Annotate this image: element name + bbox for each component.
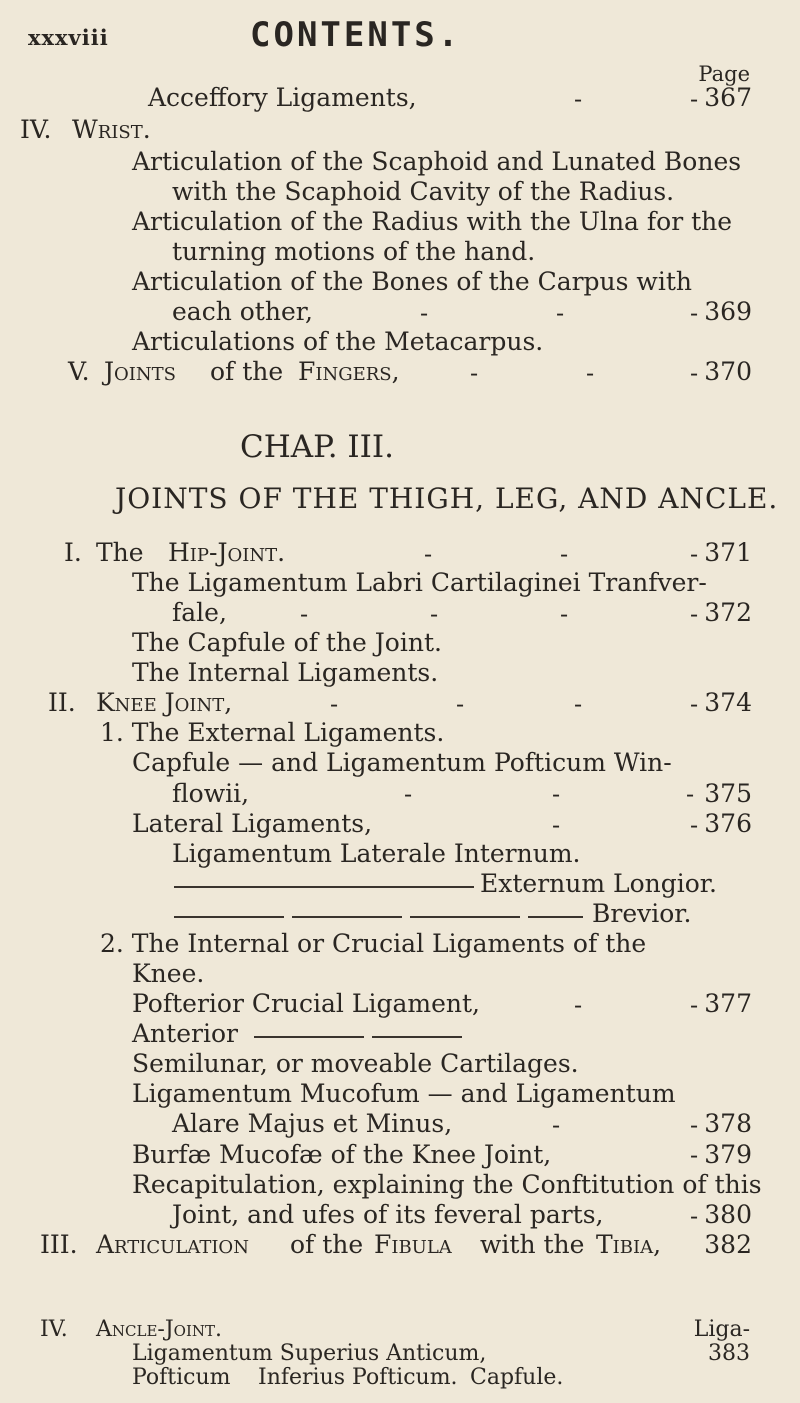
entry-line: Ligamentum Superius Anticum, <box>132 1341 487 1366</box>
section-number: IV. <box>20 114 52 144</box>
entry-line: Inferius Pofticum. <box>258 1365 458 1390</box>
section-heading-knee: Knee Joint, <box>96 688 233 718</box>
leader-dash: - <box>552 810 561 839</box>
section-number: I. <box>64 537 82 567</box>
leader-dash: - <box>574 991 583 1019</box>
entry-line: fale, <box>172 598 227 628</box>
entry-line: Anterior <box>132 1019 238 1049</box>
entry-line: Articulation of the Scaphoid and Lunated Bones <box>132 146 742 176</box>
leader-dash: - <box>690 1201 699 1230</box>
entry-line: with the <box>480 1229 585 1259</box>
leader-dash: - <box>690 539 699 568</box>
entry-line: with the Scaphoid Cavity of the Radius. <box>172 176 675 206</box>
page-number: 372 <box>704 598 752 628</box>
leader-dash: - <box>424 539 433 568</box>
section-heading-articulation: Articulation <box>96 1229 249 1259</box>
chapter-heading: CHAP. III. <box>240 428 395 465</box>
page-column-label: Page <box>698 62 750 87</box>
ditto-rule <box>174 916 284 918</box>
ditto-rule <box>292 916 402 918</box>
section-heading-fibula: Fibula <box>374 1229 452 1259</box>
leader-dash: - <box>690 84 699 113</box>
leader-dash: - <box>690 599 699 628</box>
entry-line: Alare Majus et Minus, <box>172 1109 453 1139</box>
page-number: 369 <box>704 297 752 327</box>
section-heading-tibia: Tibia, <box>596 1229 662 1259</box>
page-number: 377 <box>704 989 752 1019</box>
entry-line: Pofterior Crucial Ligament, <box>132 989 480 1019</box>
entry-line: The Internal Ligaments. <box>132 658 439 688</box>
leader-dash: - <box>470 359 479 388</box>
entry-line: Ligamentum Mucofum — and Ligamentum <box>132 1079 676 1109</box>
leader-dash: - <box>690 299 699 328</box>
entry-line: Articulation of the Bones of the Carpus with <box>132 267 692 297</box>
section-heading-fingers: Fingers, <box>298 357 400 387</box>
section-heading-hip: Hip-Joint. <box>168 537 286 567</box>
leader-dash: - <box>690 690 699 719</box>
leader-dash: - <box>690 1141 699 1170</box>
entry-line: Recapitulation, explaining the Conftitution of this <box>132 1169 762 1199</box>
page-number: 383 <box>708 1341 750 1366</box>
leader-dash: - <box>574 84 583 113</box>
entry-line: Lateral Ligaments, <box>132 808 373 838</box>
entry-line: flowii, <box>172 778 250 808</box>
leader-dash: - <box>300 599 309 628</box>
catchword: Liga- <box>693 1317 750 1342</box>
page-number: 378 <box>704 1109 752 1139</box>
page-number: 367 <box>704 82 752 112</box>
entry-line: of the <box>290 1229 364 1259</box>
entry-line: Burfæ Mucofæ of the Knee Joint, <box>132 1139 552 1169</box>
leader-dash: - <box>552 780 561 809</box>
leader-dash: - <box>690 1111 699 1140</box>
leader-dash: - <box>690 359 699 388</box>
entry-line: Externum Longior. <box>480 868 717 898</box>
ditto-rule <box>254 1036 364 1038</box>
entry-line: The <box>96 537 144 567</box>
section-heading-joints: Joints <box>104 357 176 387</box>
section-heading-wrist: Wrist. <box>72 114 151 144</box>
leader-dash: - <box>420 299 429 328</box>
entry-line: Ancle-Joint. <box>96 1317 222 1342</box>
entry-line: Articulation of the Radius with the Ulna for the <box>132 207 733 237</box>
leader-dash: - <box>586 359 595 388</box>
leader-dash: - <box>404 780 413 809</box>
entry-accessory-ligaments: Acceffory Ligaments, <box>148 82 417 112</box>
entry-line: Articulations of the Metacarpus. <box>132 327 544 357</box>
section-number: III. <box>40 1229 78 1259</box>
leader-dash: - <box>552 1111 561 1140</box>
leader-dash: - <box>330 690 339 719</box>
page-number: 374 <box>704 688 752 718</box>
entry-line: Ligamentum Laterale Internum. <box>172 838 581 868</box>
page-number: 382 <box>704 1229 752 1259</box>
entry-line: 2. The Internal or Crucial Ligaments of the <box>100 928 647 958</box>
entry-line: Joint, and ufes of its feveral parts, <box>172 1199 604 1229</box>
page-number: 376 <box>704 808 752 838</box>
page-number: 379 <box>704 1139 752 1169</box>
entry-line: IV. <box>40 1317 68 1342</box>
section-number: II. <box>48 688 76 718</box>
entry-line: Knee. <box>132 959 205 989</box>
leader-dash: - <box>574 690 583 719</box>
leader-dash: - <box>560 539 569 568</box>
folio-number: xxxviii <box>28 24 109 50</box>
section-number: V. <box>68 357 90 387</box>
ditto-rule <box>528 916 583 918</box>
page-number: 370 <box>704 357 752 387</box>
entry-line: Capfule — and Ligamentum Pofticum Win- <box>132 748 672 778</box>
leader-dash: - <box>456 690 465 719</box>
leader-dash: - <box>690 810 699 839</box>
entry-line: Semilunar, or moveable Cartilages. <box>132 1049 579 1079</box>
leader-dash: - <box>560 599 569 628</box>
entry-line: each other, <box>172 297 313 327</box>
entry-line: 1. The External Ligaments. <box>100 718 445 748</box>
leader-dash: - <box>686 780 695 809</box>
entry-line: Pofticum <box>132 1365 231 1390</box>
chapter-title: JOINTS OF THE THIGH, LEG, AND ANCLE. <box>115 481 779 515</box>
page-number: 371 <box>704 537 752 567</box>
running-title: CONTENTS. <box>250 15 462 56</box>
page-number: 375 <box>704 778 752 808</box>
leader-dash: - <box>556 299 565 328</box>
leader-dash: - <box>430 599 439 628</box>
entry-line: The Capfule of the Joint. <box>132 628 442 658</box>
ditto-rule <box>410 916 520 918</box>
ditto-rule <box>372 1036 462 1038</box>
ditto-rule <box>174 886 474 888</box>
page-number: 380 <box>704 1199 752 1229</box>
leader-dash: - <box>690 991 699 1019</box>
entry-line: turning motions of the hand. <box>172 237 536 267</box>
entry-line: Capfule. <box>470 1365 564 1390</box>
entry-line: The Ligamentum Labri Cartilaginei Tranfver- <box>132 568 707 597</box>
entry-line: Brevior. <box>592 898 692 928</box>
entry-line: of the <box>210 357 284 387</box>
